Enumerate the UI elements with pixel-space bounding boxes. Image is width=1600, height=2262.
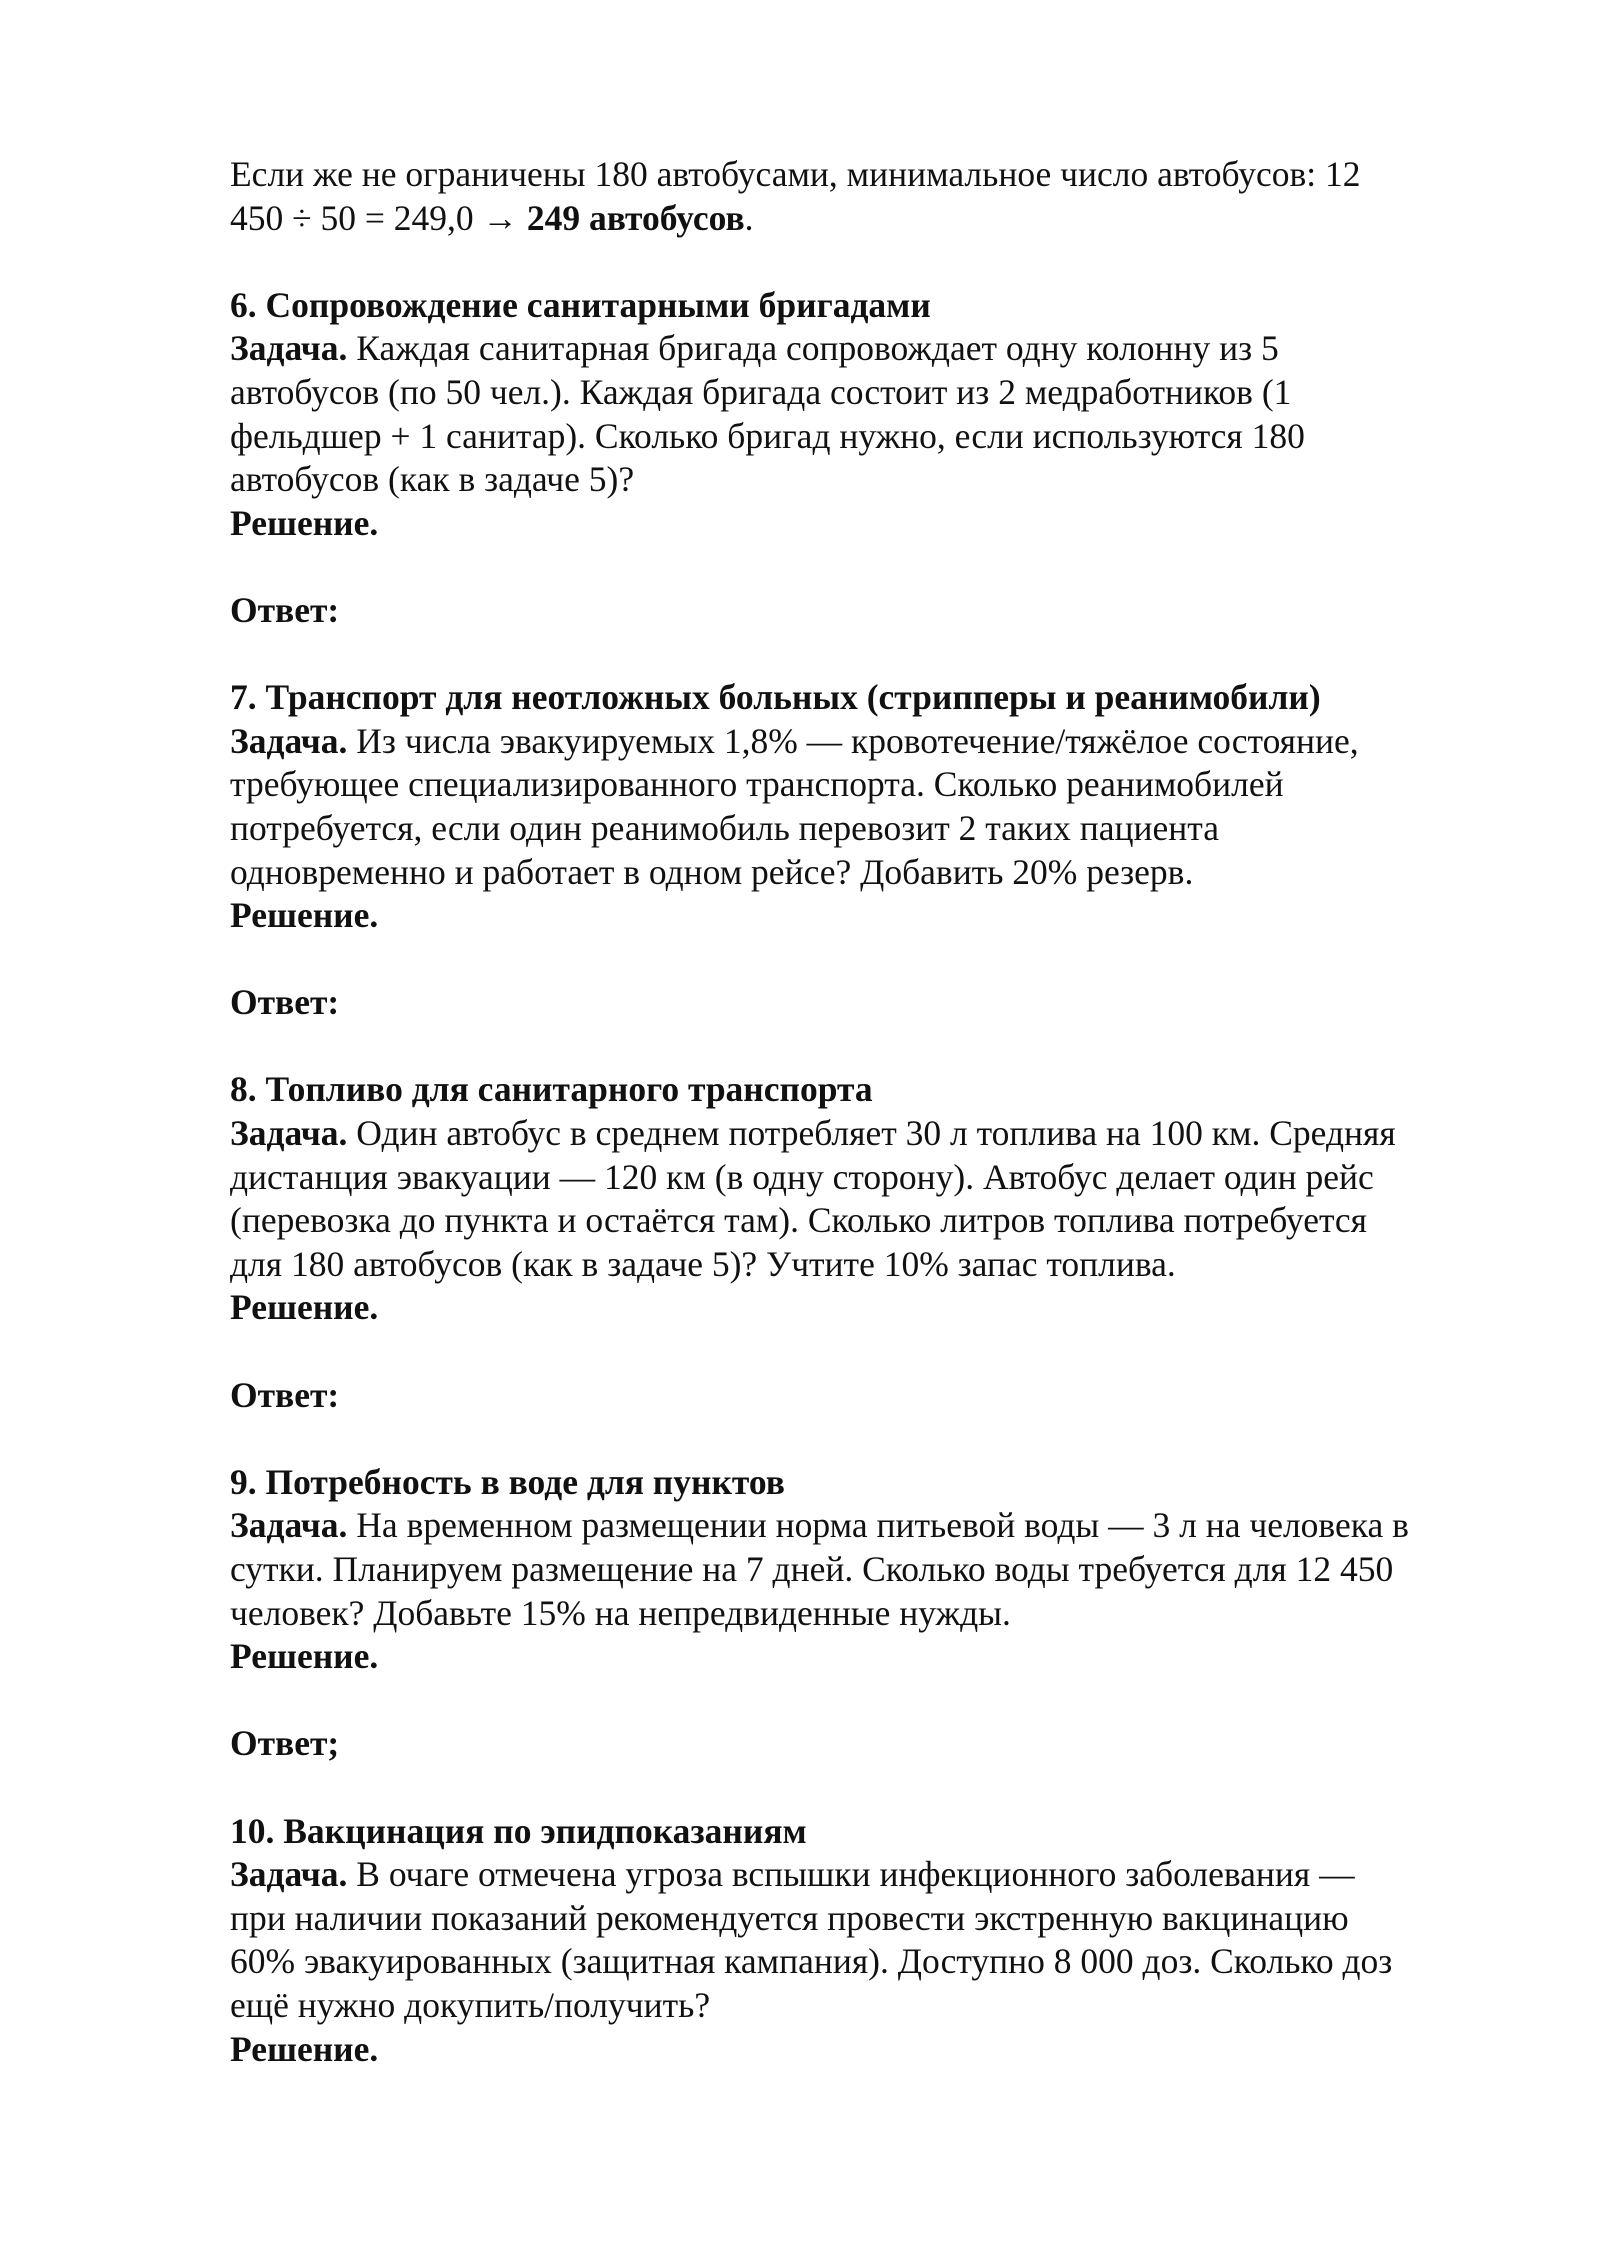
task-label: Задача. bbox=[230, 720, 348, 761]
task-text: Один автобус в среднем потребляет 30 л топлива на 100 км. Средняя bbox=[347, 1113, 1396, 1154]
intro-line-result bbox=[230, 197, 1520, 241]
task-section-9 bbox=[230, 1461, 1520, 1810]
task-line: потребуется, если один реанимобиль перевозит 2 таких пациента bbox=[230, 807, 1220, 848]
section-title: 6. Сопровождение санитарными бригадами bbox=[230, 284, 931, 325]
task-line: одновременно и работает в одном рейсе? Добавить 20% резерв. bbox=[230, 851, 1194, 892]
task-label: Задача. bbox=[230, 328, 348, 369]
solution-label: Решение. bbox=[230, 895, 379, 936]
task-line bbox=[230, 720, 1520, 764]
task-line: требующее специализированного транспорта. Сколько реанимобилей bbox=[230, 764, 1284, 805]
answer-label: Ответ: bbox=[230, 982, 340, 1023]
task-section-7 bbox=[230, 676, 1520, 1068]
task-text: В очаге отмечена угроза вспышки инфекционного заболевания — bbox=[347, 1854, 1355, 1895]
solution-label: Решение. bbox=[230, 2028, 379, 2069]
task-line: 60% эвакуированных (защитная кампания). Доступно 8 000 доз. Сколько доз bbox=[230, 1941, 1393, 1982]
document-page bbox=[230, 153, 1520, 2071]
solution-label: Решение. bbox=[230, 1287, 379, 1328]
spacer bbox=[230, 240, 1520, 284]
task-line: (перевозка до пункта и остаётся там). Сколько литров топлива потребуется bbox=[230, 1200, 1368, 1241]
section-title: 8. Топливо для санитарного транспорта bbox=[230, 1069, 873, 1110]
spacer bbox=[230, 545, 1520, 589]
task-line: ещё нужно докупить/получить? bbox=[230, 1984, 711, 2025]
intro-calculation: 450 ÷ 50 = 249,0 → bbox=[230, 197, 527, 238]
task-text: Из числа эвакуируемых 1,8% — кровотечение/тяжёлое состояние, bbox=[347, 720, 1359, 761]
section-title: 9. Потребность в воде для пунктов bbox=[230, 1461, 785, 1502]
answer-label: Ответ: bbox=[230, 589, 340, 630]
spacer bbox=[230, 1417, 1520, 1461]
intro-period: . bbox=[744, 197, 754, 238]
task-line: автобусов (по 50 чел.). Каждая бригада состоит из 2 медработников (1 bbox=[230, 371, 1292, 412]
task-section-6 bbox=[230, 284, 1520, 676]
task-section-8 bbox=[230, 1068, 1520, 1460]
intro-bold-result: 249 автобусов bbox=[526, 197, 745, 238]
task-section-10 bbox=[230, 1810, 1520, 2072]
task-line bbox=[230, 327, 1520, 371]
task-text: На временном размещении норма питьевой воды — 3 л на человека в bbox=[347, 1505, 1409, 1546]
task-line: фельдшер + 1 санитар). Сколько бригад нужно, если используются 180 bbox=[230, 415, 1305, 456]
answer-label: Ответ; bbox=[230, 1723, 340, 1764]
answer-label: Ответ: bbox=[230, 1374, 340, 1415]
task-line: автобусов (как в задаче 5)? bbox=[230, 459, 635, 500]
task-line: человек? Добавьте 15% на непредвиденные нужды. bbox=[230, 1592, 1011, 1633]
intro-line: Если же не ограничены 180 автобусами, минимальное число автобусов: 12 bbox=[230, 154, 1361, 194]
spacer bbox=[230, 1766, 1520, 1810]
task-text: Каждая санитарная бригада сопровождает одну колонну из 5 bbox=[347, 328, 1279, 369]
spacer bbox=[230, 938, 1520, 982]
task-label: Задача. bbox=[230, 1505, 348, 1546]
spacer bbox=[230, 1679, 1520, 1723]
task-line bbox=[230, 1853, 1520, 1897]
spacer bbox=[230, 633, 1520, 677]
task-label: Задача. bbox=[230, 1113, 348, 1154]
task-line: дистанция эвакуации — 120 км (в одну сторону). Автобус делает один рейс bbox=[230, 1156, 1374, 1197]
section-title: 7. Транспорт для неотложных больных (стрипперы и реанимобили) bbox=[230, 677, 1321, 718]
solution-label: Решение. bbox=[230, 1636, 379, 1677]
section-title: 10. Вакцинация по эпидпоказаниям bbox=[230, 1810, 807, 1851]
task-line: сутки. Планируем размещение на 7 дней. Сколько воды требуется для 12 450 bbox=[230, 1549, 1394, 1589]
task-label: Задача. bbox=[230, 1854, 348, 1895]
solution-label: Решение. bbox=[230, 502, 379, 543]
task-line: для 180 автобусов (как в задаче 5)? Учтите 10% запас топлива. bbox=[230, 1243, 1176, 1284]
task-line: при наличии показаний рекомендуется провести экстренную вакцинацию bbox=[230, 1897, 1349, 1938]
spacer bbox=[230, 1025, 1520, 1069]
task-line bbox=[230, 1504, 1520, 1548]
task-line bbox=[230, 1112, 1520, 1156]
spacer bbox=[230, 1330, 1520, 1374]
